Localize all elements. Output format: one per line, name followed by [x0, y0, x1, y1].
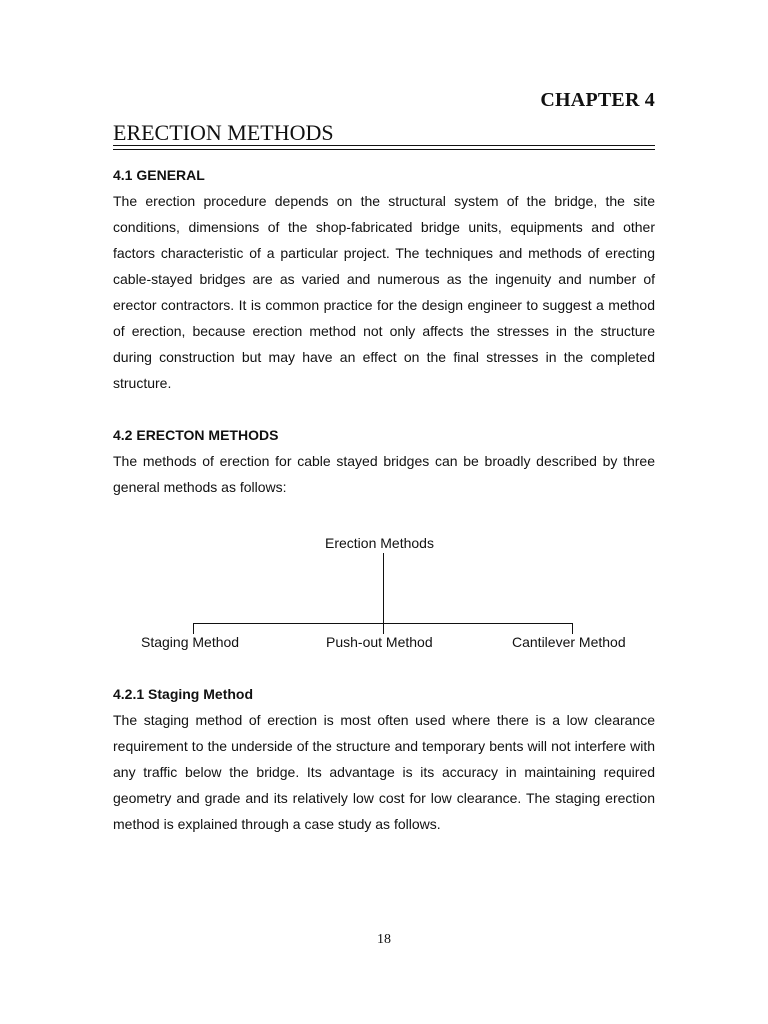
page-title: ERECTION METHODS — [113, 120, 334, 145]
diagram-horizontal-line — [193, 623, 573, 624]
section-body-erection-methods — [113, 448, 655, 500]
diagram-child-staging: Staging Method — [141, 634, 240, 650]
section-body-general — [113, 188, 655, 396]
paragraph: The staging method of erection is most often used where there is a low clearance requirement to the underside of the structure and temporary bents will not interfere with any traffic below the bridge. Its advantage is its accuracy in maintaining required geometry and grade and its relatively low cost for low clearance. The staging erection method is explained through a case study as follows. — [113, 712, 655, 832]
paragraph: The erection procedure depends on the structural system of the bridge, the site conditions, dimensions of the shop-fabricated bridge units, equipments and other factors characteristic of a particular project. The techniques and methods of erecting cable-stayed bridges are as varied and numerous as the ingenuity and number of erector contractors. It is common practice for the design engineer to suggest a method of erection, because erection method not only affects the stresses in the structure during construction but may have an effect on the final stresses in the completed structure. — [113, 193, 655, 391]
section-body-staging — [113, 707, 655, 837]
title-rule-top — [113, 145, 655, 146]
section-heading-staging: 4.2.1 Staging Method — [113, 686, 254, 702]
diagram-child-cantilever: Cantilever Method — [512, 634, 626, 650]
diagram-right-tick — [572, 623, 573, 634]
section-heading-general: 4.1 GENERAL — [113, 167, 205, 183]
diagram-left-tick — [193, 623, 194, 634]
diagram-stem-line — [383, 553, 384, 634]
chapter-label: CHAPTER 4 — [540, 89, 655, 111]
paragraph: The methods of erection for cable stayed bridges can be broadly described by three general methods as follows: — [113, 453, 655, 495]
section-heading-erection-methods: 4.2 ERECTON METHODS — [113, 427, 279, 443]
title-rule-bottom — [113, 149, 655, 150]
diagram-child-push-out: Push-out Method — [326, 634, 433, 650]
page-number: 18 — [377, 932, 391, 947]
diagram-root-label: Erection Methods — [325, 535, 434, 551]
